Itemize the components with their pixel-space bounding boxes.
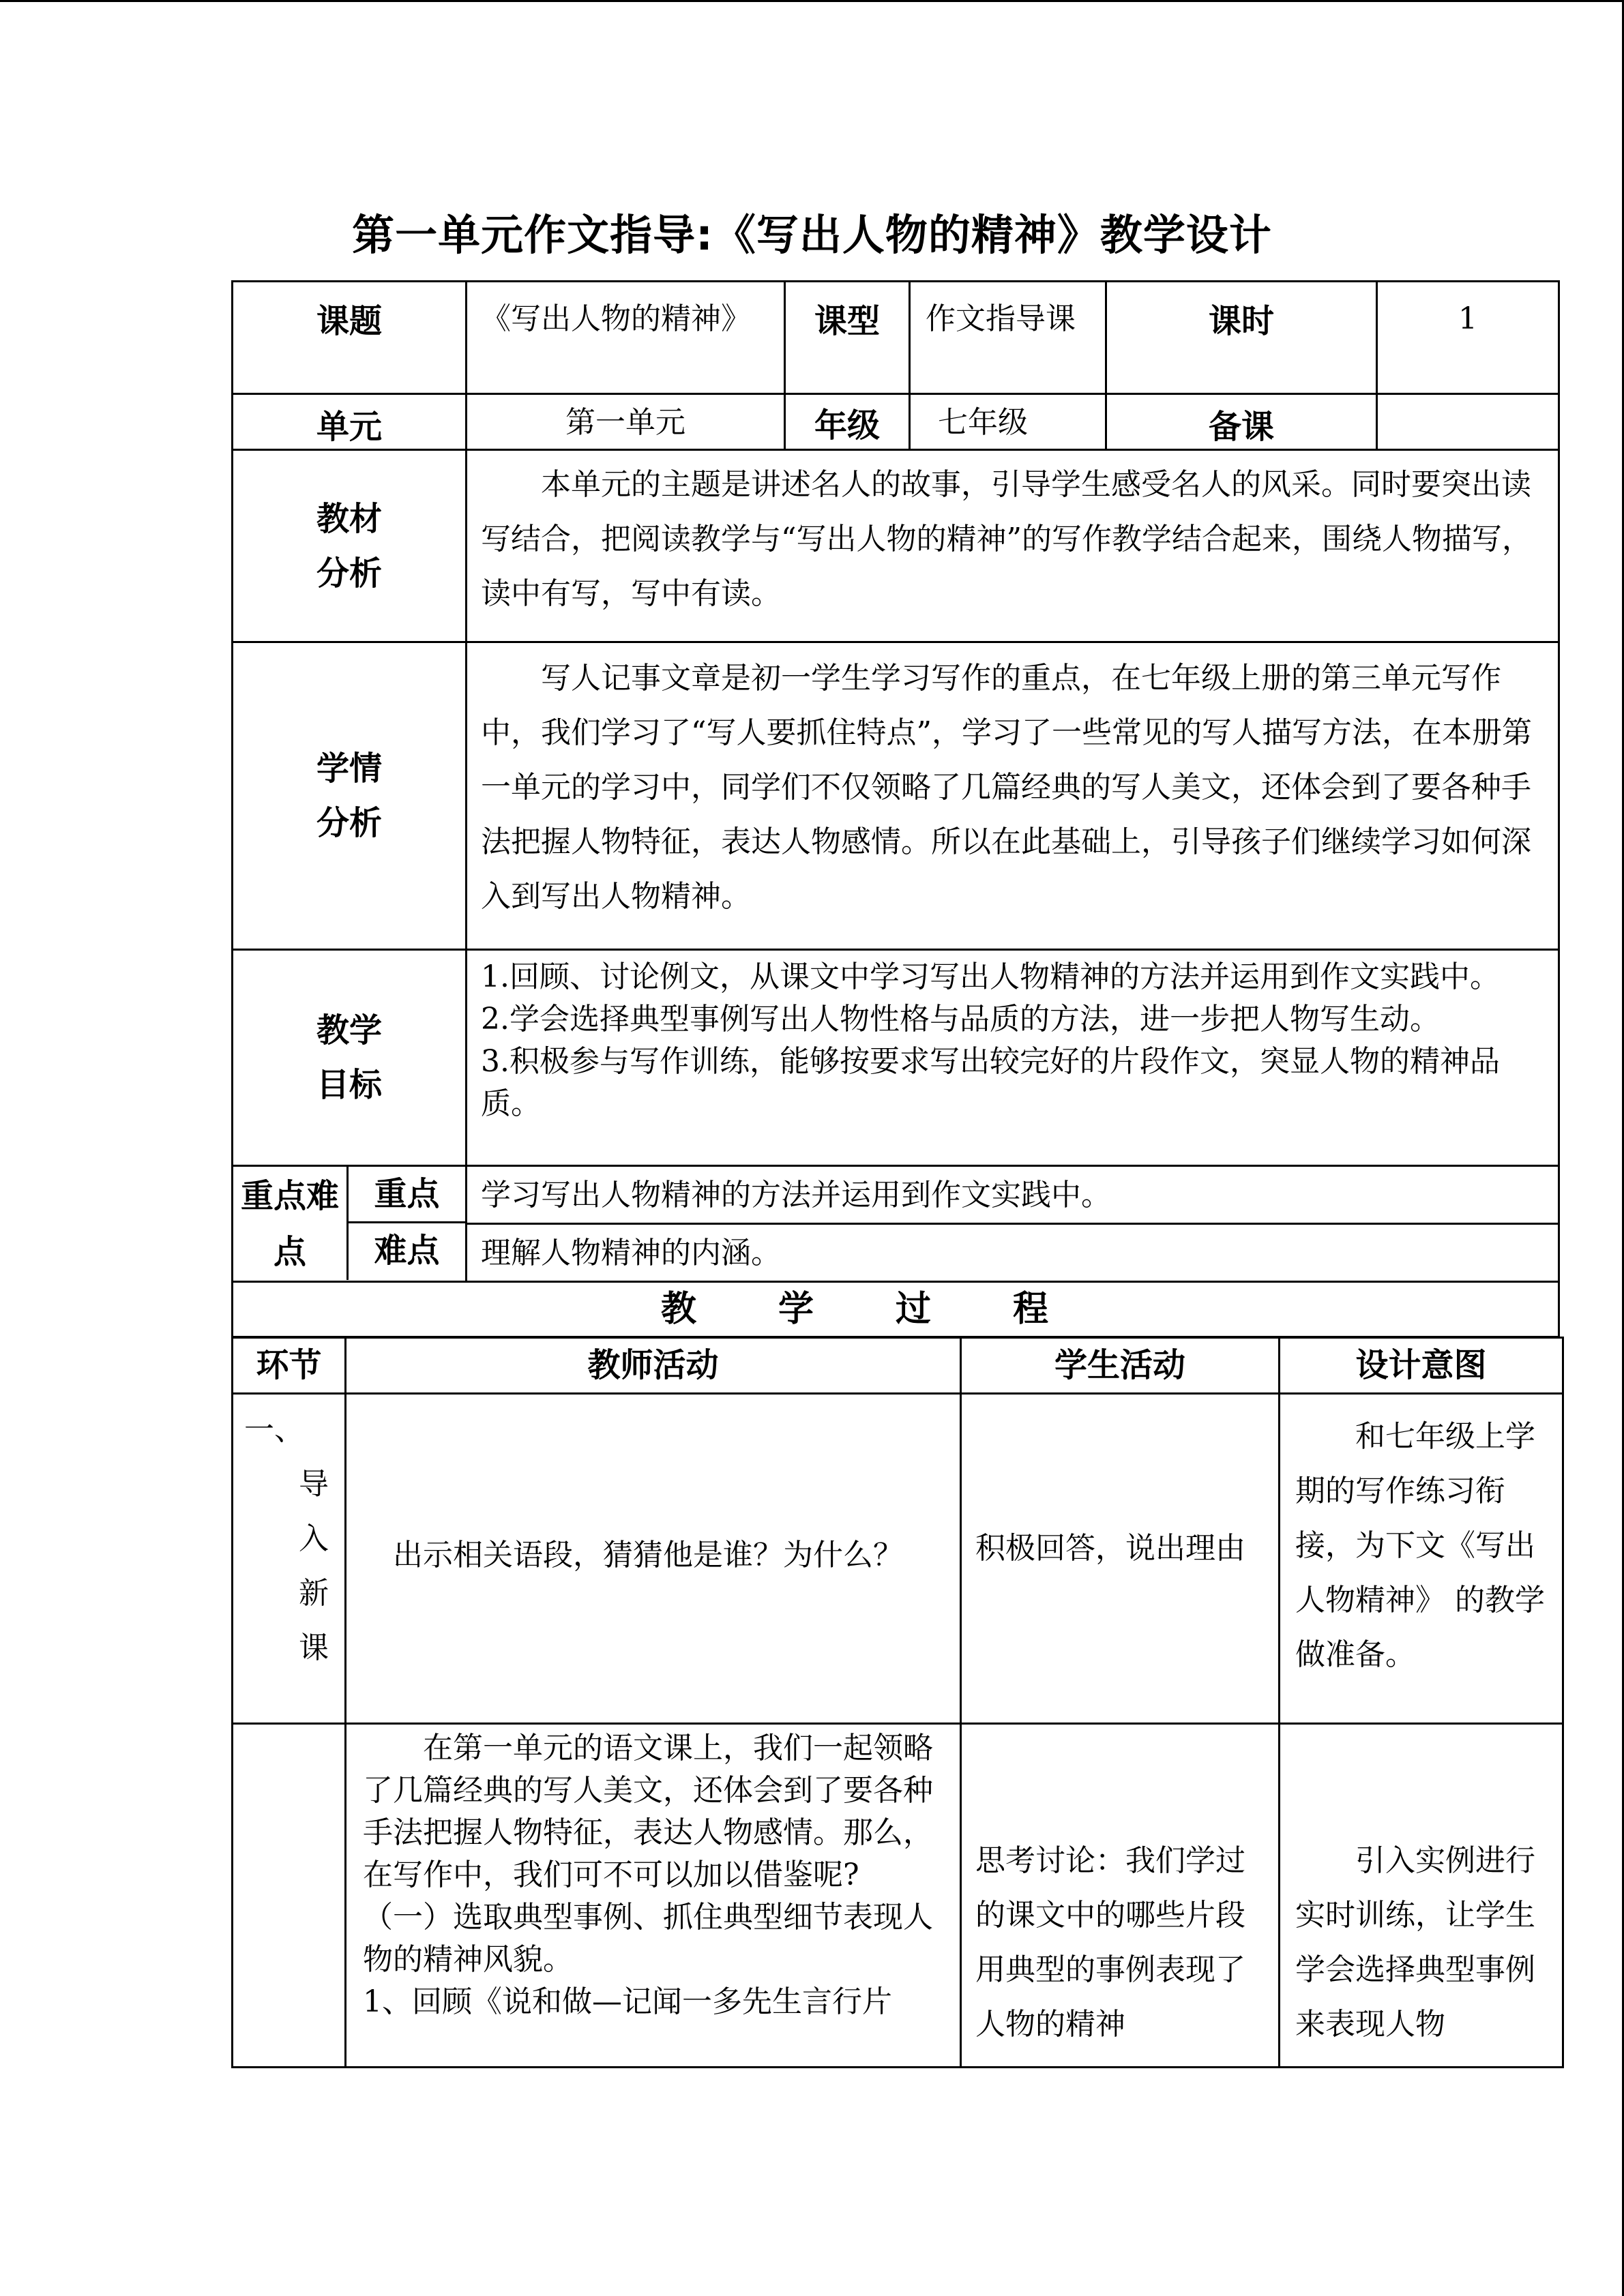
stage-cell <box>233 1394 346 1724</box>
prep-label: 备课 <box>1106 394 1377 450</box>
stage-text: 入 <box>299 1521 329 1556</box>
design-intent: 引入实例进行实时训练，让学生学会选择典型事例来表现人物 <box>1280 1724 1563 2068</box>
stage-text: 导 <box>299 1467 329 1502</box>
teacher-paragraph: 在第一单元的语文课上，我们一起领略了几篇经典的写人美文，还体会到了要各种手法把握人物特征，表达人物感情。那么，在写作中，我们可不可以加以借鉴呢? <box>363 1731 933 1892</box>
teacher-activity: 出示相关语段，猜猜他是谁？为什么？ <box>346 1394 961 1724</box>
grade-value: 七年级 <box>910 394 1106 450</box>
learner-text: 写人记事文章是初一学生学习写作的重点，在七年级上册的第三单元写作中，我们学习了“写人要抓住特点”，学习了一些常见的写人描写方法，在本册第一单元的学习中，同学们不仅领略了几篇经典的写人美文，还体会到了要各种手法把握人物特征，表达人物感情。所以在此基础上，引导孩子们继续学习如何深入到写出人物精神。 <box>467 642 1559 950</box>
goal-item: 3.积极参与写作训练，能够按要求写出较完好的片段作文，突显人物的精神品质。 <box>481 1044 1500 1121</box>
student-activity: 积极回答，说出理由 <box>961 1394 1280 1724</box>
info-row-unit <box>233 394 1559 450</box>
learner-label: 学情分析 <box>233 642 467 950</box>
hours-label: 课时 <box>1106 282 1377 394</box>
topic-value: 《写出人物的精神》 <box>467 282 785 394</box>
topic-label: 课题 <box>233 282 467 394</box>
header-student: 学生活动 <box>961 1338 1280 1394</box>
teacher-activity <box>346 1724 961 2068</box>
keypoints-label: 重点难点 <box>233 1167 349 1280</box>
info-row-key <box>233 1166 1559 1224</box>
process-table <box>231 1337 1564 2068</box>
diff-text: 理解人物精神的内涵。 <box>467 1224 1559 1282</box>
type-value: 作文指导课 <box>910 282 1106 394</box>
design-intent: 和七年级上学期的写作练习衔接，为下文《写出人物精神》 的教学做准备。 <box>1280 1394 1563 1724</box>
diff-label: 难点 <box>374 1232 440 1270</box>
material-text: 本单元的主题是讲述名人的故事，引导学生感受名人的风采。同时要突出读写结合，把阅读教学与“写出人物的精神”的写作教学结合起来，围绕人物描写，读中有写，写中有读。 <box>467 450 1559 642</box>
process-title: 教学过程 <box>233 1282 1559 1337</box>
page-top-border <box>0 0 1624 2</box>
grade-label: 年级 <box>785 394 910 450</box>
unit-value: 第一单元 <box>467 394 785 450</box>
info-row-goals <box>233 950 1559 1166</box>
process-row <box>233 1394 1563 1724</box>
stage-text: 一、 <box>244 1412 304 1447</box>
info-row-process-title <box>233 1282 1559 1337</box>
goals-label: 教学目标 <box>233 950 467 1166</box>
info-row-topic <box>233 282 1559 394</box>
teacher-paragraph: （一）选取典型事例、抓住典型细节表现人物的精神风貌。 <box>363 1900 933 1977</box>
keypoints-cell <box>233 1166 467 1282</box>
hours-value: 1 <box>1377 282 1559 394</box>
unit-label: 单元 <box>233 394 467 450</box>
lesson-info-table <box>231 280 1560 1338</box>
prep-value <box>1377 394 1559 450</box>
process-header-row <box>233 1338 1563 1394</box>
key-text: 学习写出人物精神的方法并运用到作文实践中。 <box>467 1166 1559 1224</box>
stage-text: 新 <box>299 1576 329 1611</box>
header-intent: 设计意图 <box>1280 1338 1563 1394</box>
goals-list <box>467 950 1559 1166</box>
material-label: 教材分析 <box>233 450 467 642</box>
goal-item: 2.学会选择典型事例写出人物性格与品质的方法，进一步把人物写生动。 <box>481 1002 1440 1037</box>
info-row-material <box>233 450 1559 642</box>
document-title: 第一单元作文指导:《写出人物的精神》教学设计 <box>352 210 1272 260</box>
stage-text: 课 <box>299 1630 329 1665</box>
teacher-paragraph: 1、回顾《说和做—记闻一多先生言行片 <box>363 1984 892 2019</box>
type-label: 课型 <box>785 282 910 394</box>
process-row <box>233 1724 1563 2068</box>
key-label: 重点 <box>349 1167 465 1223</box>
student-activity: 思考讨论：我们学过的课文中的哪些片段用典型的事例表现了人物的精神 <box>961 1724 1280 2068</box>
goal-item: 1.回顾、讨论例文，从课文中学习写出人物精神的方法并运用到作文实践中。 <box>481 959 1500 994</box>
info-row-learner <box>233 642 1559 950</box>
header-stage: 环节 <box>233 1338 346 1394</box>
stage-cell <box>233 1724 346 2068</box>
header-teacher: 教师活动 <box>346 1338 961 1394</box>
